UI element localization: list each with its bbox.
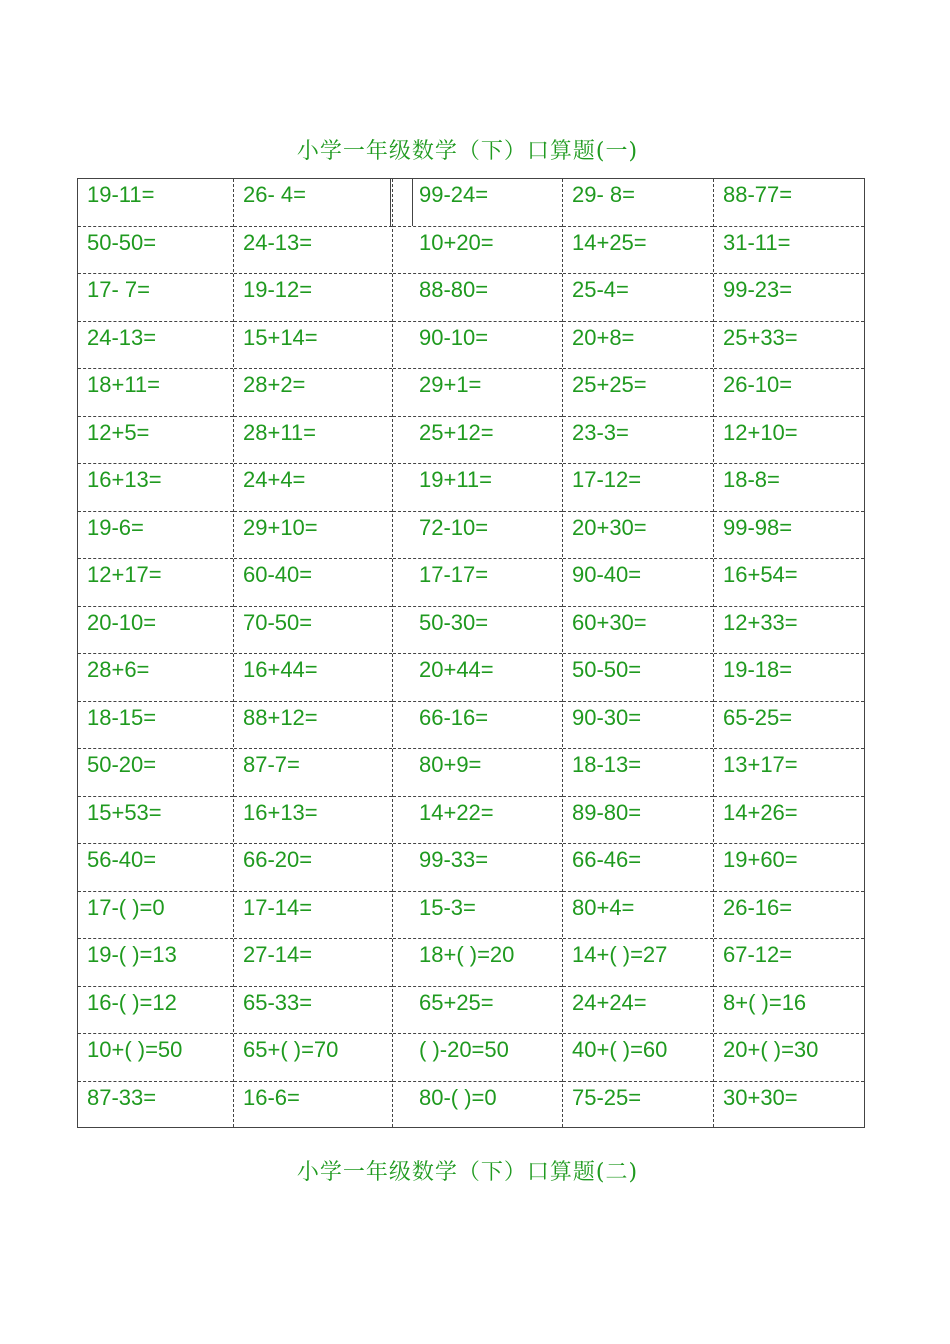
problem-cell: 19+60=: [714, 844, 864, 892]
problem-cell: 17-17=: [393, 559, 562, 607]
column-divider-mark: [412, 179, 413, 226]
grid-column-5: [713, 179, 864, 1127]
problem-cell: 29+10=: [234, 512, 392, 560]
problem-cell: 66-46=: [563, 844, 713, 892]
problem-cell: 23-3=: [563, 417, 713, 465]
problem-cell: 87-7=: [234, 749, 392, 797]
arithmetic-grid: [77, 178, 865, 1128]
problem-cell: 20+30=: [563, 512, 713, 560]
problem-cell: 99-24=: [393, 179, 562, 227]
problem-cell: 18-15=: [78, 702, 233, 750]
problem-cell: 24+24=: [563, 987, 713, 1035]
problem-cell: 14+25=: [563, 227, 713, 275]
problem-cell: 87-33=: [87, 1084, 157, 1110]
problem-cell: 60-40=: [234, 559, 392, 607]
problem-cell: 20+8=: [563, 322, 713, 370]
worksheet-title-2: 小学一年级数学（下）口算题(二): [296, 1160, 639, 1185]
problem-cell: 26-16=: [714, 892, 864, 940]
problem-cell: 19-6=: [78, 512, 233, 560]
problem-cell: 70-50=: [234, 607, 392, 655]
problem-cell: 20+44=: [393, 654, 562, 702]
problem-cell: 66-20=: [234, 844, 392, 892]
problem-cell: 99-33=: [393, 844, 562, 892]
problem-cell: 15+14=: [234, 322, 392, 370]
problem-cell: 29- 8=: [563, 179, 713, 227]
problem-cell: 25-4=: [563, 274, 713, 322]
problem-cell: 18-13=: [563, 749, 713, 797]
problem-cell: 60+30=: [563, 607, 713, 655]
problem-cell: 50-20=: [78, 749, 233, 797]
problem-cell: 19+11=: [393, 464, 562, 512]
problem-cell: 26-10=: [714, 369, 864, 417]
problem-cell: 29+1=: [393, 369, 562, 417]
problem-cell: 24-13=: [78, 322, 233, 370]
problem-cell: 24+4=: [234, 464, 392, 512]
problem-cell: 19-12=: [234, 274, 392, 322]
problem-cell: 10+( )=50: [78, 1034, 233, 1082]
problem-cell: 13+17=: [714, 749, 864, 797]
problem-cell: 67-12=: [714, 939, 864, 987]
problem-cell: 26- 4=: [234, 179, 392, 227]
worksheet-title-1: 小学一年级数学（下）口算题(一): [296, 139, 639, 164]
grid-column-4: [562, 179, 713, 1127]
problem-cell: 25+12=: [393, 417, 562, 465]
problem-cell: 66-16=: [393, 702, 562, 750]
problem-cell: 89-80=: [563, 797, 713, 845]
problem-cell: 16+13=: [78, 464, 233, 512]
problem-cell: 25+25=: [563, 369, 713, 417]
problem-cell: 90-10=: [393, 322, 562, 370]
problem-cell: 25+33=: [714, 322, 864, 370]
problem-cell: 16-6=: [243, 1084, 300, 1110]
problem-cell: 16+44=: [234, 654, 392, 702]
problem-cell: 50-50=: [78, 227, 233, 275]
problem-cell: 16+13=: [234, 797, 392, 845]
grid-column-3: [392, 179, 562, 1127]
problem-cell: 8+( )=16: [714, 987, 864, 1035]
problem-cell: 18-8=: [714, 464, 864, 512]
problem-cell: 19-18=: [714, 654, 864, 702]
problem-cell: 17-14=: [234, 892, 392, 940]
problem-cell: 65+( )=70: [234, 1034, 392, 1082]
problem-cell: 75-25=: [572, 1084, 642, 1110]
problem-cell: 19-11=: [78, 179, 233, 227]
problem-cell: 99-98=: [714, 512, 864, 560]
problem-cell: 12+17=: [78, 559, 233, 607]
grid-column-2: [233, 179, 392, 1127]
problem-cell: 99-23=: [714, 274, 864, 322]
problem-cell: 40+( )=60: [563, 1034, 713, 1082]
problem-cell: 17-( )=0: [78, 892, 233, 940]
problem-cell: 24-13=: [234, 227, 392, 275]
problem-cell: 17- 7=: [78, 274, 233, 322]
problem-cell: 27-14=: [234, 939, 392, 987]
problem-cell: 18+11=: [78, 369, 233, 417]
problem-cell: 80-( )=0: [419, 1084, 497, 1110]
problem-cell: ( )-20=50: [393, 1034, 562, 1082]
grid-column-1: [78, 179, 233, 1127]
problem-cell: 80+4=: [563, 892, 713, 940]
problem-cell: 30+30=: [723, 1084, 798, 1110]
problem-cell: 28+11=: [234, 417, 392, 465]
problem-cell: 14+26=: [714, 797, 864, 845]
problem-cell: 28+2=: [234, 369, 392, 417]
problem-cell: 65-25=: [714, 702, 864, 750]
problem-cell: 14+22=: [393, 797, 562, 845]
problem-cell: 14+( )=27: [563, 939, 713, 987]
problem-cell: 28+6=: [78, 654, 233, 702]
problem-cell: 16-( )=12: [78, 987, 233, 1035]
problem-cell: 19-( )=13: [78, 939, 233, 987]
problem-cell: 15-3=: [393, 892, 562, 940]
problem-cell: 15+53=: [78, 797, 233, 845]
column-divider-mark: [390, 179, 391, 226]
problem-cell: 17-12=: [563, 464, 713, 512]
problem-cell: 56-40=: [78, 844, 233, 892]
problem-cell: 65+25=: [393, 987, 562, 1035]
problem-cell: 20-10=: [78, 607, 233, 655]
problem-cell: 50-30=: [393, 607, 562, 655]
problem-cell: 16+54=: [714, 559, 864, 607]
problem-cell: 10+20=: [393, 227, 562, 275]
problem-cell: 31-11=: [714, 227, 864, 275]
problem-cell: 88+12=: [234, 702, 392, 750]
problem-cell: 20+( )=30: [714, 1034, 864, 1082]
problem-cell: 88-77=: [714, 179, 864, 227]
problem-cell: 65-33=: [234, 987, 392, 1035]
problem-cell: 12+10=: [714, 417, 864, 465]
problem-cell: 88-80=: [393, 274, 562, 322]
problem-cell: 80+9=: [393, 749, 562, 797]
problem-cell: 90-40=: [563, 559, 713, 607]
problem-cell: 18+( )=20: [393, 939, 562, 987]
problem-cell: 12+5=: [78, 417, 233, 465]
problem-cell: 50-50=: [563, 654, 713, 702]
problem-cell: 12+33=: [714, 607, 864, 655]
problem-cell: 72-10=: [393, 512, 562, 560]
problem-cell: 90-30=: [563, 702, 713, 750]
